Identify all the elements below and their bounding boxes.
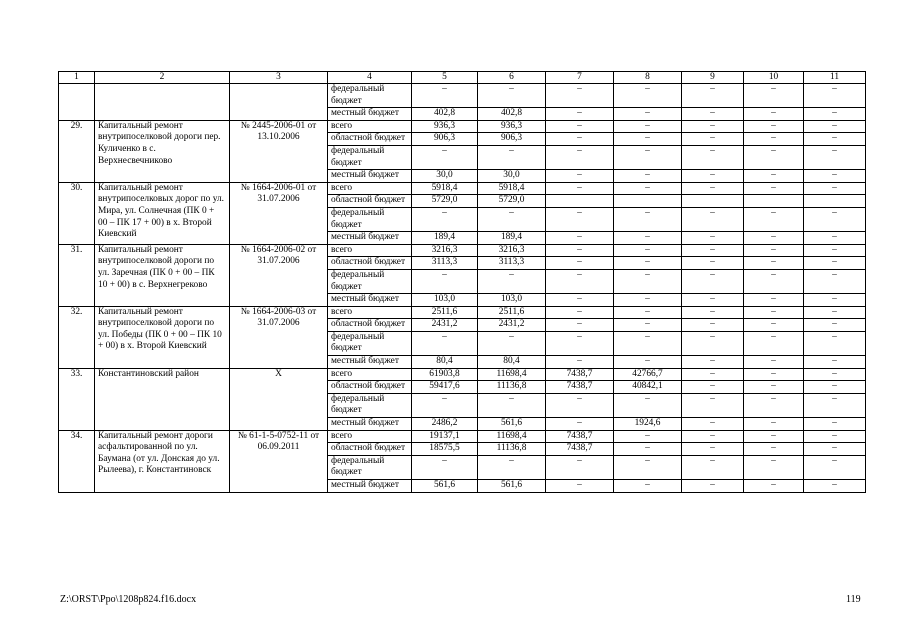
amount-cell: – xyxy=(744,207,804,231)
amount-cell: – xyxy=(614,356,682,369)
amount-cell: – xyxy=(804,294,866,307)
funding-source: местный бюджет xyxy=(328,294,412,307)
amount-cell: – xyxy=(546,480,614,493)
amount-cell: 7438,7 xyxy=(546,368,614,381)
amount-cell: – xyxy=(744,443,804,456)
amount-cell xyxy=(744,195,804,208)
amount-cell: 11698,4 xyxy=(478,368,546,381)
amount-cell: – xyxy=(682,108,744,121)
amount-cell: – xyxy=(804,133,866,146)
amount-cell: – xyxy=(546,356,614,369)
funding-source: федеральный бюджет xyxy=(328,84,412,108)
amount-cell: – xyxy=(478,269,546,293)
amount-cell: – xyxy=(744,306,804,319)
amount-cell: 103,0 xyxy=(478,294,546,307)
amount-cell: – xyxy=(804,356,866,369)
amount-cell: – xyxy=(804,418,866,431)
amount-cell: – xyxy=(744,257,804,270)
amount-cell: – xyxy=(546,120,614,133)
amount-cell: – xyxy=(614,108,682,121)
amount-cell: – xyxy=(682,319,744,332)
amount-cell: – xyxy=(546,455,614,479)
amount-cell: – xyxy=(614,294,682,307)
amount-cell: – xyxy=(478,207,546,231)
amount-cell: – xyxy=(744,455,804,479)
amount-cell: 11136,8 xyxy=(478,381,546,394)
amount-cell: 936,3 xyxy=(412,120,478,133)
table-row xyxy=(59,84,866,108)
amount-cell: – xyxy=(744,244,804,257)
amount-cell: 30,0 xyxy=(478,170,546,183)
amount-cell: – xyxy=(804,381,866,394)
amount-cell: 7438,7 xyxy=(546,443,614,456)
item-number: 32. xyxy=(59,306,95,368)
table-row xyxy=(59,120,866,133)
amount-cell: – xyxy=(804,269,866,293)
amount-cell: – xyxy=(614,319,682,332)
amount-cell: – xyxy=(546,294,614,307)
amount-cell: – xyxy=(744,120,804,133)
amount-cell: – xyxy=(412,269,478,293)
item-number: 34. xyxy=(59,430,95,492)
amount-cell: – xyxy=(478,331,546,355)
amount-cell: 30,0 xyxy=(412,170,478,183)
funding-source: областной бюджет xyxy=(328,195,412,208)
amount-cell: 2486,2 xyxy=(412,418,478,431)
amount-cell: – xyxy=(614,455,682,479)
amount-cell: – xyxy=(614,232,682,245)
amount-cell: – xyxy=(682,244,744,257)
amount-cell: – xyxy=(614,306,682,319)
amount-cell: – xyxy=(744,368,804,381)
amount-cell: – xyxy=(682,306,744,319)
amount-cell: – xyxy=(682,455,744,479)
file-path: Z:\ORST\Ppo\1208p824.f16.docx xyxy=(60,594,197,605)
amount-cell xyxy=(546,195,614,208)
amount-cell: – xyxy=(546,133,614,146)
object-name: Константиновский район xyxy=(95,368,230,430)
amount-cell: – xyxy=(682,182,744,195)
amount-cell: 5918,4 xyxy=(412,182,478,195)
funding-source: федеральный бюджет xyxy=(328,393,412,417)
amount-cell: – xyxy=(412,331,478,355)
amount-cell: – xyxy=(804,170,866,183)
funding-source: федеральный бюджет xyxy=(328,455,412,479)
column-header: 4 xyxy=(328,72,412,84)
object-name: Капитальный ремонт внутрипоселковой дороги по ул. Заречная (ПК 0 + 00 – ПК 10 + 00) в с. Верхнегреково xyxy=(95,244,230,306)
amount-cell: – xyxy=(614,133,682,146)
amount-cell: 61903,8 xyxy=(412,368,478,381)
amount-cell: – xyxy=(744,331,804,355)
amount-cell: 2511,6 xyxy=(478,306,546,319)
amount-cell: – xyxy=(412,84,478,108)
amount-cell: – xyxy=(546,182,614,195)
funding-source: местный бюджет xyxy=(328,170,412,183)
amount-cell: – xyxy=(804,443,866,456)
table-row xyxy=(59,306,866,319)
table-body xyxy=(59,84,866,493)
amount-cell: 189,4 xyxy=(478,232,546,245)
amount-cell: – xyxy=(614,443,682,456)
amount-cell: 80,4 xyxy=(412,356,478,369)
object-name: Капитальный ремонт внутрипоселковых дорог по ул. Мира, ул. Солнечная (ПК 0 + 00 – ПК 17 + 00) в х. Второй Киевский xyxy=(95,182,230,244)
funding-source: всего xyxy=(328,430,412,443)
amount-cell: – xyxy=(614,480,682,493)
amount-cell: – xyxy=(804,455,866,479)
document-reference: № 1664-2006-03 от 31.07.2006 xyxy=(230,306,328,368)
item-number: 31. xyxy=(59,244,95,306)
amount-cell: – xyxy=(744,269,804,293)
amount-cell: – xyxy=(744,108,804,121)
funding-source: местный бюджет xyxy=(328,480,412,493)
amount-cell: – xyxy=(614,393,682,417)
amount-cell: – xyxy=(682,207,744,231)
funding-source: областной бюджет xyxy=(328,443,412,456)
amount-cell: – xyxy=(682,269,744,293)
document-reference: № 2445-2006-01 от 13.10.2006 xyxy=(230,120,328,182)
amount-cell xyxy=(682,195,744,208)
amount-cell: 936,3 xyxy=(478,120,546,133)
column-header: 11 xyxy=(804,72,866,84)
document-reference: Х xyxy=(230,368,328,430)
amount-cell: – xyxy=(804,393,866,417)
column-header: 7 xyxy=(546,72,614,84)
amount-cell: – xyxy=(412,455,478,479)
amount-cell: 906,3 xyxy=(412,133,478,146)
amount-cell: – xyxy=(682,381,744,394)
amount-cell: – xyxy=(546,393,614,417)
amount-cell: – xyxy=(614,182,682,195)
amount-cell: – xyxy=(682,418,744,431)
amount-cell: – xyxy=(546,170,614,183)
amount-cell: – xyxy=(804,182,866,195)
amount-cell: 5918,4 xyxy=(478,182,546,195)
item-number xyxy=(59,84,95,121)
amount-cell xyxy=(614,195,682,208)
amount-cell: – xyxy=(804,306,866,319)
amount-cell: – xyxy=(682,430,744,443)
document-reference: № 1664-2006-02 от 31.07.2006 xyxy=(230,244,328,306)
funding-source: областной бюджет xyxy=(328,381,412,394)
amount-cell: 7438,7 xyxy=(546,430,614,443)
funding-source: местный бюджет xyxy=(328,418,412,431)
amount-cell: 2431,2 xyxy=(478,319,546,332)
amount-cell: 103,0 xyxy=(412,294,478,307)
amount-cell: – xyxy=(682,368,744,381)
amount-cell: 5729,0 xyxy=(412,195,478,208)
amount-cell: – xyxy=(682,443,744,456)
amount-cell: 561,6 xyxy=(412,480,478,493)
amount-cell: – xyxy=(546,306,614,319)
amount-cell: – xyxy=(614,257,682,270)
funding-source: областной бюджет xyxy=(328,257,412,270)
funding-source: всего xyxy=(328,244,412,257)
funding-source: областной бюджет xyxy=(328,133,412,146)
amount-cell: – xyxy=(682,84,744,108)
amount-cell: – xyxy=(744,480,804,493)
document-reference: № 1664-2006-01 от 31.07.2006 xyxy=(230,182,328,244)
amount-cell: – xyxy=(744,393,804,417)
amount-cell: 561,6 xyxy=(478,418,546,431)
amount-cell: 906,3 xyxy=(478,133,546,146)
column-header: 3 xyxy=(230,72,328,84)
amount-cell: – xyxy=(744,84,804,108)
amount-cell: – xyxy=(614,430,682,443)
amount-cell: – xyxy=(682,145,744,169)
table-row xyxy=(59,244,866,257)
amount-cell: 2431,2 xyxy=(412,319,478,332)
amount-cell: – xyxy=(682,356,744,369)
amount-cell: – xyxy=(744,430,804,443)
amount-cell: – xyxy=(804,368,866,381)
amount-cell: 59417,6 xyxy=(412,381,478,394)
amount-cell: – xyxy=(614,207,682,231)
amount-cell: – xyxy=(546,145,614,169)
amount-cell: 3113,3 xyxy=(478,257,546,270)
amount-cell: – xyxy=(546,269,614,293)
amount-cell: – xyxy=(478,393,546,417)
item-number: 30. xyxy=(59,182,95,244)
amount-cell: 3216,3 xyxy=(412,244,478,257)
amount-cell: – xyxy=(614,331,682,355)
amount-cell: – xyxy=(804,232,866,245)
amount-cell xyxy=(804,195,866,208)
amount-cell: – xyxy=(744,294,804,307)
amount-cell: 3216,3 xyxy=(478,244,546,257)
amount-cell: 402,8 xyxy=(412,108,478,121)
funding-source: федеральный бюджет xyxy=(328,207,412,231)
amount-cell: 1924,6 xyxy=(614,418,682,431)
column-header: 6 xyxy=(478,72,546,84)
funding-source: всего xyxy=(328,120,412,133)
amount-cell: – xyxy=(744,319,804,332)
amount-cell: – xyxy=(546,244,614,257)
column-header: 1 xyxy=(59,72,95,84)
amount-cell: 5729,0 xyxy=(478,195,546,208)
budget-table xyxy=(58,71,866,493)
amount-cell: – xyxy=(804,120,866,133)
amount-cell: – xyxy=(546,319,614,332)
amount-cell: – xyxy=(804,84,866,108)
amount-cell: – xyxy=(804,145,866,169)
amount-cell: – xyxy=(744,356,804,369)
table-header xyxy=(59,72,866,84)
amount-cell: – xyxy=(682,120,744,133)
column-header: 10 xyxy=(744,72,804,84)
amount-cell: 42766,7 xyxy=(614,368,682,381)
document-reference xyxy=(230,84,328,121)
funding-source: всего xyxy=(328,182,412,195)
amount-cell: – xyxy=(804,331,866,355)
item-number: 33. xyxy=(59,368,95,430)
amount-cell: – xyxy=(546,207,614,231)
column-header: 2 xyxy=(95,72,230,84)
amount-cell: 189,4 xyxy=(412,232,478,245)
table-row xyxy=(59,368,866,381)
page-number: 119 xyxy=(846,594,861,605)
amount-cell: 40842,1 xyxy=(614,381,682,394)
amount-cell: – xyxy=(682,294,744,307)
funding-source: местный бюджет xyxy=(328,356,412,369)
object-name: Капитальный ремонт дороги асфальтированной по ул. Баумана (от ул. Донская до ул. Рылеева), г. Константиновск xyxy=(95,430,230,492)
amount-cell: – xyxy=(804,257,866,270)
amount-cell: 11698,4 xyxy=(478,430,546,443)
amount-cell: 2511,6 xyxy=(412,306,478,319)
amount-cell: – xyxy=(804,207,866,231)
amount-cell: – xyxy=(412,145,478,169)
amount-cell: – xyxy=(682,133,744,146)
amount-cell: – xyxy=(682,480,744,493)
amount-cell: – xyxy=(614,170,682,183)
amount-cell: – xyxy=(614,145,682,169)
amount-cell: – xyxy=(614,244,682,257)
amount-cell: – xyxy=(614,269,682,293)
amount-cell: – xyxy=(682,257,744,270)
amount-cell: – xyxy=(744,182,804,195)
amount-cell: 18575,5 xyxy=(412,443,478,456)
amount-cell: 402,8 xyxy=(478,108,546,121)
item-number: 29. xyxy=(59,120,95,182)
amount-cell: – xyxy=(546,257,614,270)
amount-cell: – xyxy=(412,207,478,231)
column-header: 8 xyxy=(614,72,682,84)
amount-cell: – xyxy=(614,84,682,108)
funding-source: всего xyxy=(328,306,412,319)
amount-cell: – xyxy=(682,331,744,355)
object-name: Капитальный ремонт внутрипоселковой дороги по ул. Победы (ПК 0 + 00 – ПК 10 + 00) в х. Второй Киевский xyxy=(95,306,230,368)
amount-cell: 19137,1 xyxy=(412,430,478,443)
amount-cell: – xyxy=(546,418,614,431)
amount-cell: – xyxy=(478,455,546,479)
column-header: 9 xyxy=(682,72,744,84)
amount-cell: 80,4 xyxy=(478,356,546,369)
amount-cell: 561,6 xyxy=(478,480,546,493)
funding-source: всего xyxy=(328,368,412,381)
amount-cell: 7438,7 xyxy=(546,381,614,394)
funding-source: местный бюджет xyxy=(328,108,412,121)
amount-cell: – xyxy=(744,232,804,245)
amount-cell: – xyxy=(804,480,866,493)
amount-cell: – xyxy=(744,381,804,394)
amount-cell: – xyxy=(744,418,804,431)
object-name: Капитальный ремонт внутрипоселковой дороги пер. Куличенко в с. Верхнесвечниково xyxy=(95,120,230,182)
funding-source: местный бюджет xyxy=(328,232,412,245)
amount-cell: – xyxy=(744,145,804,169)
amount-cell: – xyxy=(804,430,866,443)
amount-cell: – xyxy=(682,393,744,417)
amount-cell: – xyxy=(546,84,614,108)
amount-cell: – xyxy=(412,393,478,417)
amount-cell: – xyxy=(744,133,804,146)
funding-source: федеральный бюджет xyxy=(328,331,412,355)
amount-cell: – xyxy=(614,120,682,133)
table-row xyxy=(59,182,866,195)
funding-source: федеральный бюджет xyxy=(328,145,412,169)
table-row xyxy=(59,430,866,443)
funding-source: областной бюджет xyxy=(328,319,412,332)
funding-source: федеральный бюджет xyxy=(328,269,412,293)
object-name xyxy=(95,84,230,121)
amount-cell: – xyxy=(804,108,866,121)
amount-cell: 11136,8 xyxy=(478,443,546,456)
amount-cell: – xyxy=(804,244,866,257)
amount-cell: – xyxy=(478,84,546,108)
amount-cell: – xyxy=(682,232,744,245)
amount-cell: – xyxy=(804,319,866,332)
amount-cell: 3113,3 xyxy=(412,257,478,270)
amount-cell: – xyxy=(546,108,614,121)
amount-cell: – xyxy=(744,170,804,183)
amount-cell: – xyxy=(682,170,744,183)
column-header: 5 xyxy=(412,72,478,84)
amount-cell: – xyxy=(546,331,614,355)
document-reference: № 61-1-5-0752-11 от 06.09.2011 xyxy=(230,430,328,492)
amount-cell: – xyxy=(478,145,546,169)
amount-cell: – xyxy=(546,232,614,245)
